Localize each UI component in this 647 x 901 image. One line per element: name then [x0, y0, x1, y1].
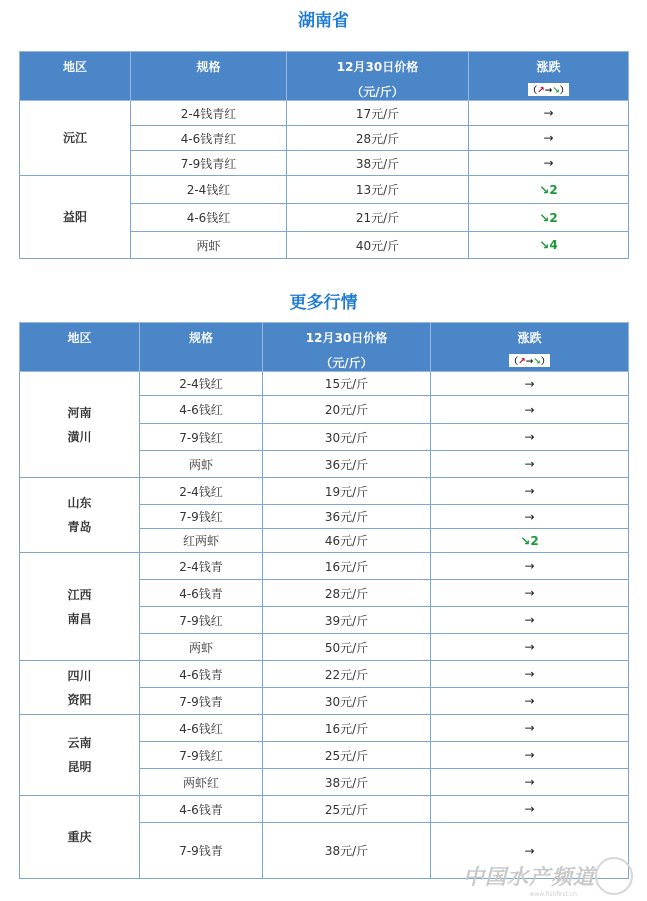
header-change: 涨跌 （↗→↘）: [431, 323, 629, 372]
trend-legend: （↗→↘）: [528, 83, 569, 96]
price-cell: 20元/斤: [263, 396, 431, 424]
change-cell: [469, 101, 629, 126]
price-cell: 50元/斤: [263, 634, 431, 661]
header-region: 地区: [20, 323, 140, 372]
price-cell: 40元/斤: [287, 232, 469, 259]
spec-cell: 7-9钱红: [140, 424, 263, 451]
right-arrow-icon: →: [524, 721, 535, 735]
region-cell: [20, 176, 131, 259]
right-arrow-icon: →: [524, 802, 535, 816]
right-arrow-icon: →: [524, 694, 535, 708]
change-cell: [431, 796, 629, 823]
header-price: 12月30日价格 （元/斤）: [263, 323, 431, 372]
region-label: 南昌: [67, 611, 92, 626]
price-cell: 39元/斤: [263, 607, 431, 634]
right-arrow-icon: →: [525, 357, 534, 367]
right-arrow-icon: →: [524, 484, 535, 498]
spec-cell: 2-4钱青红: [131, 101, 287, 126]
change-cell: [431, 607, 629, 634]
price-cell: 28元/斤: [287, 126, 469, 151]
right-arrow-icon: →: [543, 131, 554, 145]
spec-cell: 4-6钱红: [140, 715, 263, 742]
change-cell: [469, 176, 629, 204]
spec-cell: 两虾红: [140, 769, 263, 796]
up-arrow-icon: ↗: [537, 86, 545, 96]
spec-cell: 红两虾: [140, 529, 263, 553]
change-cell: [469, 232, 629, 259]
spec-cell: 7-9钱红: [140, 505, 263, 529]
table-row: [20, 176, 629, 204]
price-cell: 38元/斤: [287, 151, 469, 176]
right-arrow-icon: →: [524, 748, 535, 762]
region-label: 重庆: [67, 830, 92, 844]
region-label: 潢川: [67, 429, 92, 444]
spec-cell: 7-9钱青: [140, 688, 263, 715]
change-cell: [431, 580, 629, 607]
right-arrow-icon: →: [524, 640, 535, 654]
section-title: 更多行情: [289, 293, 358, 313]
region-cell: [20, 796, 140, 879]
price-cell: 25元/斤: [263, 796, 431, 823]
right-arrow-icon: →: [524, 586, 535, 600]
region-cell: [20, 372, 140, 478]
price-table: [19, 51, 629, 259]
price-cell: 36元/斤: [263, 505, 431, 529]
right-arrow-icon: →: [524, 430, 535, 444]
right-arrow-icon: →: [544, 86, 553, 96]
trend-legend: （↗→↘）: [509, 354, 550, 367]
watermark-globe-icon: [595, 857, 633, 895]
price-cell: 19元/斤: [263, 478, 431, 505]
down-arrow-icon: ↘4: [539, 238, 558, 252]
region-cell: [20, 715, 140, 796]
spec-cell: 7-9钱红: [140, 607, 263, 634]
price-cell: 13元/斤: [287, 176, 469, 204]
spec-cell: 4-6钱青: [140, 796, 263, 823]
down-arrow-icon: ↘2: [539, 210, 558, 225]
spec-cell: 4-6钱红: [140, 396, 263, 424]
right-arrow-icon: →: [524, 559, 535, 573]
spec-cell: 4-6钱青: [140, 580, 263, 607]
region-label: 云南: [67, 736, 92, 750]
price-table: [19, 322, 629, 879]
change-cell: [469, 204, 629, 232]
price-cell: 30元/斤: [263, 688, 431, 715]
table-row: [20, 101, 629, 126]
price-cell: 30元/斤: [263, 424, 431, 451]
header-change: 涨跌 （↗→↘）: [469, 52, 629, 101]
header-price: 12月30日价格 （元/斤）: [287, 52, 469, 101]
right-arrow-icon: →: [524, 402, 535, 417]
right-arrow-icon: →: [524, 843, 535, 858]
up-arrow-icon: ↗: [518, 357, 526, 367]
right-arrow-icon: →: [524, 667, 535, 681]
change-cell: [431, 769, 629, 796]
spec-cell: 两虾: [131, 232, 287, 259]
table-row: [20, 715, 629, 742]
spec-cell: 4-6钱青: [140, 661, 263, 688]
table-row: [20, 796, 629, 823]
table-row: [20, 661, 629, 688]
spec-cell: 7-9钱青: [140, 823, 263, 879]
change-cell: [431, 688, 629, 715]
change-cell: [431, 396, 629, 424]
change-cell: [431, 634, 629, 661]
region-label: 河南: [67, 405, 92, 420]
change-cell: [469, 126, 629, 151]
region-label: 青岛: [67, 520, 92, 534]
change-cell: [431, 529, 629, 553]
spec-cell: 2-4钱红: [131, 176, 287, 204]
spec-cell: 2-4钱红: [140, 478, 263, 505]
header-region: 地区: [20, 52, 131, 101]
header-spec: 规格: [131, 52, 287, 101]
region-label: 资阳: [67, 692, 92, 707]
price-cell: 22元/斤: [263, 661, 431, 688]
spec-cell: 两虾: [140, 634, 263, 661]
region-label: 沅江: [62, 131, 87, 145]
change-cell: [431, 451, 629, 478]
price-cell: 36元/斤: [263, 451, 431, 478]
spec-cell: 7-9钱青红: [131, 151, 287, 176]
right-arrow-icon: →: [524, 613, 535, 627]
table-header-row: [20, 52, 629, 101]
right-arrow-icon: →: [524, 376, 535, 391]
right-arrow-icon: →: [524, 775, 535, 789]
change-cell: [431, 553, 629, 580]
price-cell: 16元/斤: [263, 553, 431, 580]
right-arrow-icon: →: [524, 457, 535, 471]
change-cell: [469, 151, 629, 176]
spec-cell: 4-6钱红: [131, 204, 287, 232]
region-cell: [20, 478, 140, 553]
table-row: [20, 372, 629, 396]
price-cell: 15元/斤: [263, 372, 431, 396]
down-arrow-icon: ↘: [533, 357, 541, 367]
change-cell: [431, 372, 629, 396]
spec-cell: 2-4钱青: [140, 553, 263, 580]
down-arrow-icon: ↘: [552, 86, 560, 96]
spec-cell: 2-4钱红: [140, 372, 263, 396]
right-arrow-icon: →: [543, 156, 554, 170]
price-cell: 21元/斤: [287, 204, 469, 232]
down-arrow-icon: ↘2: [539, 182, 558, 197]
region-label: 四川: [67, 668, 92, 683]
down-arrow-icon: ↘2: [520, 533, 539, 548]
watermark-url: www.fishfirst.cn: [529, 891, 577, 898]
price-cell: 25元/斤: [263, 742, 431, 769]
change-cell: [431, 742, 629, 769]
watermark-logo: 中国水产频道: [463, 865, 595, 889]
spec-cell: 两虾: [140, 451, 263, 478]
change-cell: [431, 715, 629, 742]
price-cell: 38元/斤: [263, 823, 431, 879]
region-cell: [20, 101, 131, 176]
change-cell: [431, 424, 629, 451]
region-label: 益阳: [62, 210, 87, 224]
right-arrow-icon: →: [524, 509, 535, 524]
region-cell: [20, 553, 140, 661]
section-title: 湖南省: [298, 11, 349, 31]
change-cell: [431, 505, 629, 529]
price-cell: 28元/斤: [263, 580, 431, 607]
change-cell: [431, 478, 629, 505]
region-cell: [20, 661, 140, 715]
price-cell: 17元/斤: [287, 101, 469, 126]
right-arrow-icon: →: [543, 106, 554, 120]
region-label: 山东: [67, 496, 92, 510]
change-cell: [431, 661, 629, 688]
spec-cell: 4-6钱青红: [131, 126, 287, 151]
price-cell: 38元/斤: [263, 769, 431, 796]
table-header-row: [20, 323, 629, 372]
spec-cell: 7-9钱红: [140, 742, 263, 769]
region-label: 江西: [67, 587, 92, 602]
price-cell: 16元/斤: [263, 715, 431, 742]
header-spec: 规格: [140, 323, 263, 372]
table-row: [20, 553, 629, 580]
table-row: [20, 478, 629, 505]
region-label: 昆明: [67, 760, 92, 774]
price-cell: 46元/斤: [263, 529, 431, 553]
